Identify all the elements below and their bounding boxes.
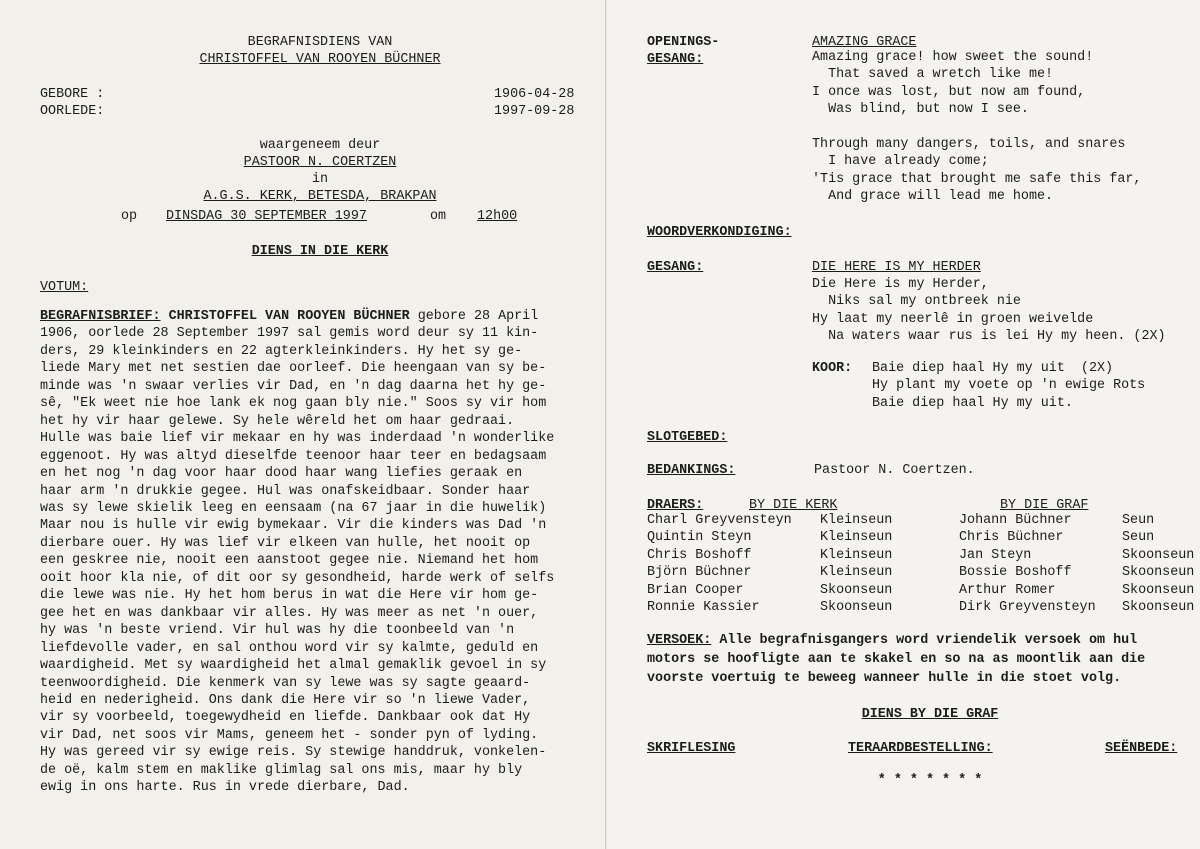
choir-line: Baie diep haal Hy my uit (2X) [872,361,1114,376]
request-line-2: motors se hoofligte aan te skakel en so na as moontlik aan die [647,652,1146,667]
officiant: PASTOOR N. COERTZEN [243,155,397,170]
bearers-label: DRAERS: [647,498,704,513]
opening-song-label-1: OPENINGS- [647,35,720,50]
service-time: 12h00 [477,209,518,224]
grave-bearer-relation: Skoonseun [1122,582,1195,598]
letter-line: hy was 'n beste vriend. Vir hul was hy die toonbeeld van 'n [40,623,515,639]
hymn2-line: Niks sal my ontbreek nie [812,294,1021,310]
letter-line: eggenoot. Hy was altyd dieselfde teenoor haar teer en bedagsaam [40,448,547,464]
grave-bearer-name: Bossie Boshoff [959,565,1072,581]
officiant-intro: waargeneem deur [259,138,381,153]
right-page [607,0,1200,849]
hymn2-line: Na waters waar rus is lei Hy my heen. (2X) [812,329,1166,345]
letter-line: die lewe was nie. Hy het hom berus in wat die Here vir hom ge- [40,588,539,604]
letter-line: ooit hoor kla nie, of dit oor sy gesondheid, harde werk of selfs [40,570,555,586]
letter-line: ders, 29 kleinkinders en 22 agterkleinkinders. Hy het sy ge- [40,343,523,359]
choir-label: KOOR: [812,361,853,376]
hymn1-line: I once was lost, but now am found, [812,84,1086,100]
letter-line: dierbare ouer. Hy was lief vir elkeen van hulle, het nooit op [40,535,531,551]
letter-line: ewig in ons harte. Rus in vrede dierbare, Dad. [40,780,410,796]
op-word: op [121,209,138,224]
grave-bearer-relation: Skoonseun [1122,565,1195,581]
service-date: DINSDAG 30 SEPTEMBER 1997 [166,209,367,224]
letter-line: teenwoordigheid. Die kenmerk van sy lewe was sy sagte geaard- [40,675,531,691]
letter-line: liefdevolle vader, en sal onthou word vir sy kalmte, geduld en [40,640,539,656]
letter-line: Hy was gereed vir sy ewige reis. Sy stewige handdruk, vonkelen- [40,745,547,761]
choir-line: Baie diep haal Hy my uit. [872,395,1073,411]
church-bearer-name: Brian Cooper [647,582,744,598]
thanks-value: Pastoor N. Coertzen. [814,463,975,478]
church-name: A.G.S. KERK, BETESDA, BRAKPAN [203,189,437,204]
request-line-3: voorste voertuig te beweeg wanneer hulle in die stoet volg. [647,671,1122,686]
hymn2-title: DIE HERE IS MY HERDER [812,260,981,275]
grave-bearer-name: Jan Steyn [959,547,1032,563]
grave-bearer-name: Chris Büchner [959,530,1064,546]
grave-bearer-relation: Seun [1122,513,1155,528]
sermon-label: WOORDVERKONDIGING: [647,225,792,240]
grave-bearer-name: Johann Büchner [959,513,1072,528]
scripture-label: SKRIFLESING [647,741,736,756]
hymn1-title: AMAZING GRACE [812,35,917,50]
died-label: OORLEDE: [40,104,105,119]
hymn1-line: Amazing grace! how sweet the sound! [812,50,1094,65]
request-text-1: Alle begrafnisgangers word vriendelik versoek om hul [711,633,1138,648]
grave-bearer-relations [1122,512,1194,616]
thanks-label: BEDANKINGS: [647,463,736,478]
church-bearer-name: Ronnie Kassier [647,599,760,615]
funeral-letter-first-line [40,308,585,325]
church-bearer-name: Björn Büchner [647,565,752,581]
request-line-1 [647,632,1137,649]
died-date: 1997-09-28 [494,104,575,119]
church-bearer-name: Quintin Steyn [647,530,752,546]
hymn1-line: Through many dangers, toils, and snares [812,136,1126,152]
letter-line: Hulle was baie lief vir mekaar en hy was inderdaad 'n wonderlike [40,431,555,447]
votum-label: VOTUM: [40,280,89,295]
letter-line: Maar nou is hulle vir ewig bymekaar. Vir die kinders was Dad 'n [40,518,547,534]
funeral-letter [40,308,585,797]
church-bearers-title: BY DIE KERK [749,498,838,513]
grave-bearer-name: Arthur Romer [959,582,1056,598]
letter-line: 1906, oorlede 28 September 1997 sal gemis word deur sy 11 kin- [40,326,539,342]
deceased-name-heading: CHRISTOFFEL VAN ROOYEN BÜCHNER [199,52,441,67]
choir-line: Hy plant my voete op 'n ewige Rots [872,378,1146,394]
letter-line: sê, "Ek weet nie hoe lank ek nog gaan bly nie." Soos sy vir hom [40,396,547,412]
hymn2-line: Hy laat my neerlê in groen weivelde [812,311,1094,327]
closing-stars: * * * * * * * [877,773,983,788]
hymn2-line: Die Here is my Herder, [812,277,989,292]
funeral-letter-label: BEGRAFNISBRIEF: [40,309,161,324]
hymn1-line: That saved a wretch like me! [812,67,1054,83]
blessing-label: SEËNBEDE: [1105,741,1178,756]
hymn2-lyrics [812,276,1166,346]
header-line-1: BEGRAFNISDIENS VAN [247,35,393,50]
church-bearer-relation: Skoonseun [820,582,893,598]
graveside-title: DIENS BY DIE GRAF [861,707,999,722]
grave-bearer-relation: Seun [1122,530,1155,546]
hymn1-line: 'Tis grace that brought me safe this far, [812,171,1142,187]
hymn1-lyrics [812,49,1141,206]
funeral-letter-body [40,325,585,796]
request-label: VERSOEK: [647,633,712,648]
church-bearer-name: Charl Greyvensteyn [647,513,792,528]
closing-prayer-label: SLOTGEBED: [647,430,728,445]
church-bearer-relation: Kleinseun [820,547,893,563]
letter-line: vir Dad, net soos vir Mams, geneem het - sonder pyn of lyding. [40,727,539,743]
letter-line: heid en nederigheid. Ons dank die Here vir so 'n liewe Vader, [40,692,531,708]
letter-line: gee het en was dankbaar vir alles. Hy was meer as net 'n ouer, [40,605,539,621]
grave-bearer-name: Dirk Greyvensteyn [959,599,1096,615]
funeral-letter-first-rest: gebore 28 April [409,309,539,324]
hymn1-line: Was blind, but now I see. [812,102,1029,118]
letter-line: vir sy voorbeeld, toegewydheid en liefde. Dankbaar ook dat Hy [40,710,531,726]
letter-line: minde was 'n swaar verlies vir Dad, en 'n dag daarna het hy ge- [40,378,547,394]
section-title-church: DIENS IN DIE KERK [251,244,389,259]
letter-line: een geskree nie, nooit een aanstoot gegee nie. Niemand het hom [40,553,539,569]
grave-bearer-relation: Skoonseun [1122,599,1195,615]
hymn1-line: I have already come; [812,154,989,170]
interment-label: TERAARDBESTELLING: [848,741,993,756]
church-bearer-relations [820,512,892,616]
letter-line: liede Mary met net sestien dae oorleef. Die heengaan van sy be- [40,361,547,377]
born-date: 1906-04-28 [494,87,575,102]
opening-song-label-2: GESANG: [647,52,704,67]
letter-line: en het nog 'n dag voor haar dood haar wang liefies geraak en [40,466,523,482]
church-bearer-relation: Kleinseun [820,513,893,528]
grave-bearer-relation: Skoonseun [1122,547,1195,563]
grave-bearers-title: BY DIE GRAF [1000,498,1089,513]
born-label: GEBORE : [40,87,105,102]
letter-line: was sy lewe skielik leeg en eensaam (na 67 jaar in die huwelik) [40,500,547,516]
church-bearer-relation: Kleinseun [820,530,893,546]
church-bearer-relation: Kleinseun [820,565,893,581]
funeral-letter-name: CHRISTOFFEL VAN ROOYEN BÜCHNER [168,309,410,324]
om-word: om [430,209,447,224]
choir-lyrics [872,360,1145,412]
church-bearer-names [647,512,792,616]
church-bearer-relation: Skoonseun [820,599,893,615]
song-label: GESANG: [647,260,704,275]
letter-line: de oë, kalm stem en maklike glimlag sal ons mis, maar hy bly [40,762,523,778]
hymn1-line: And grace will lead me home. [812,189,1054,205]
hymn1-line [812,119,1141,136]
in-word: in [311,172,329,187]
letter-line: haar arm 'n drukkie gegee. Hul was onafskeidbaar. Sonder haar [40,483,531,499]
letter-line: het hy vir haar gelewe. Sy hele wêreld het om haar gedraai. [40,413,515,429]
letter-line: waardigheid. Met sy waardigheid het almal gemaklik gevoel in sy [40,658,547,674]
church-bearer-name: Chris Boshoff [647,547,752,563]
grave-bearer-names [959,512,1096,616]
